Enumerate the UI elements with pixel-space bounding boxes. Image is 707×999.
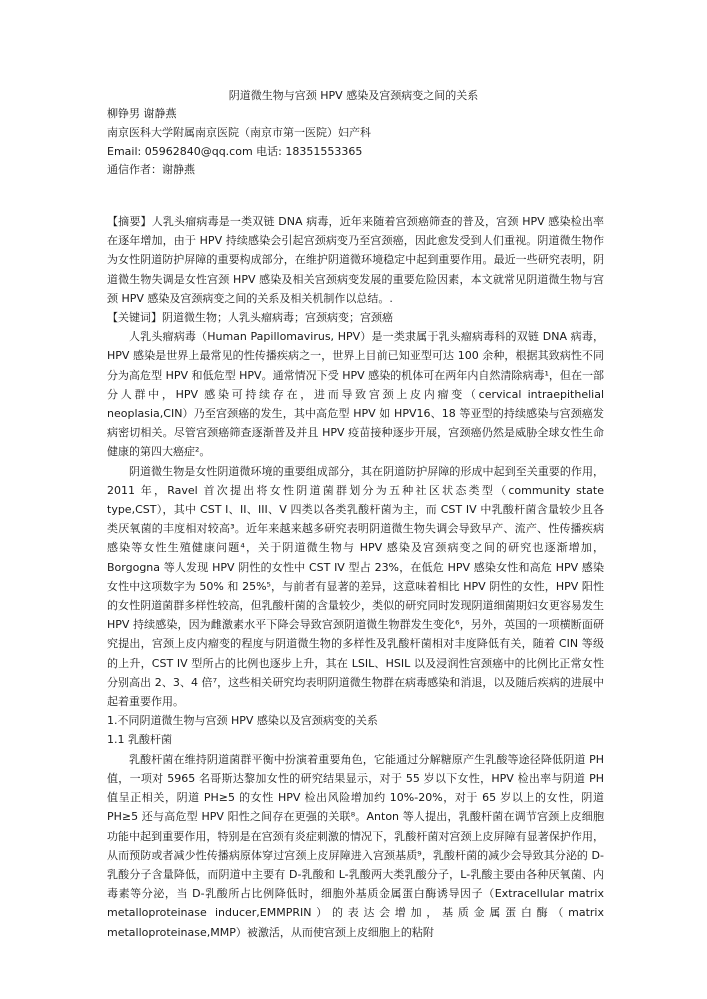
article-body bbox=[107, 212, 604, 942]
affiliation: 南京医科大学附属南京医院（南京市第一医院）妇产科 bbox=[107, 126, 371, 139]
paragraph-lactobacillus: 乳酸杆菌在维持阴道菌群平衡中扮演着重要角色，它能通过分解糖原产生乳酸等途径降低阴道 PH 值，一项对 5965 名哥斯达黎加女性的研究结果显示，对于 55 岁以下女性，HPV 检出率与阴道 PH 值呈正相关，阴道 PH≥5 的女性 HPV 检出风险增加约 10%-20%，对于 65 岁以上的女性，阴道 PH≥5 还与高危型 HPV 阳性之间存在更强的关联⁸。Anton 等人提出，乳酸杆菌在调节宫颈上皮细胞功能中起到重要作用，特别是在宫颈有炎症刺激的情况下，乳酸杆菌对宫颈上皮屏障有显著保护作用，从而预防或者减少性传播病原体穿过宫颈上皮屏障进入宫颈基质⁹，乳酸杆菌的减少会导致其分泌的 D-乳酸分子含量降低，而阴道中主要有 D-乳酸和 L-乳酸两大类乳酸分子，L-乳酸主要由各种厌氧菌、内毒素等分泌，当 D-乳酸所占比例降低时，细胞外基质金属蛋白酶诱导因子（Extracellular matrix metalloproteinase inducer,EMMPRIN）的表达会增加，基质金属蛋白酶（matrix metalloproteinase,MMP）被激活，从而使宫颈上皮细胞上的粘附 bbox=[107, 752, 604, 939]
contact-info: Email: 05962840@qq.com 电话: 18351553365 bbox=[107, 145, 363, 158]
abstract-text: 人乳头瘤病毒是一类双链 DNA 病毒，近年来随着宫颈癌筛查的普及，宫颈 HPV 感染检出率在逐年增加，由于 HPV 持续感染会引起宫颈病变乃至宫颈癌，因此愈发受到人们重视。阴道微生物作为女性阴道防护屏障的重要构成部分，在维护阴道微环境稳定中起到重要作用。最近一些研究表明，阴道微生物失调是女性宫颈 HPV 感染及相关宫颈病变发展的重要危险因素，本文就常见阴道微生物与宫颈 HPV 感染及宫颈病变之间的关系及相关机制作以总结。. bbox=[107, 215, 604, 305]
keywords bbox=[107, 308, 604, 327]
section-heading-1: 1.不同阴道微生物与宫颈 HPV 感染以及宫颈病变的关系 bbox=[107, 714, 378, 728]
keywords-label: 【关键词】 bbox=[107, 311, 162, 325]
keywords-text: 阴道微生物；人乳头瘤病毒；宫颈病变；宫颈癌 bbox=[162, 311, 393, 325]
author-list: 柳铮男 谢静燕 bbox=[107, 107, 177, 120]
paragraph-vaginal-microbiota: 阴道微生物是女性阴道微环境的重要组成部分，其在阴道防护屏障的形成中起到至关重要的作用，2011 年，Ravel 首次提出将女性阴道菌群划分为五种社区状态类型（community state type,CST），其中 CST I、II、III、V 四类以各类乳酸杆菌为主，而 CST IV 中乳酸杆菌含量较少且各类厌氧菌的丰度相对较高³。近年来越来越多研究表明阴道微生物失调会导致早产、流产、性传播疾病感染等女性生殖健康问题⁴，关于阴道微生物与 HPV 感染及宫颈病变之间的研究也逐渐增加，Borgogna 等人发现 HPV 阴性的女性中 CST IV 型占 23%，在低危 HPV 感染女性和高危 HPV 感染女性中这项数字为 50% 和 25%⁵，与前者有显著的差异，这意味着相比 HPV 阴性的女性，HPV 阳性的女性阴道菌群多样性较高，但乳酸杆菌的含量较少，类似的研究同时发现阴道细菌期妇女更容易发生 HPV 持续感染，因为雌激素水平下降会导致宫颈阴道微生物群发生变化⁶，另外，英国的一项横断面研究提出，宫颈上皮内瘤变的程度与阴道微生物的多样性及乳酸杆菌相对丰度降低有关，随着 CIN 等级的上升，CST IV 型所占的比例也逐步上升，其在 LSIL、HSIL 以及浸润性宫颈癌中的比例比正常女性分别高出 2、3、4 倍⁷，这些相关研究均表明阴道微生物群在病毒感染和消退，以及随后疾病的进展中起着重要作用。 bbox=[107, 464, 604, 709]
paragraph-intro-hpv: 人乳头瘤病毒（Human Papillomavirus, HPV）是一类隶属于乳头瘤病毒科的双链 DNA 病毒，HPV 感染是世界上最常见的性传播疾病之一，世界上目前已知亚型可达 100 余种，根据其致病性不同分为高危型 HPV 和低危型 HPV。通常情况下受 HPV 感染的机体可在两年内自然清除病毒¹，但在一部分人群中，HPV 感染可持续存在，进而导致宫颈上皮内瘤变（cervical intraepithelial neoplasia,CIN）乃至宫颈癌的发生，其中高危型 HPV 如 HPV16、18 等亚型的持续感染与宫颈癌发病密切相关。尽管宫颈癌筛查逐渐普及并且 HPV 疫苗接种逐步开展，宫颈癌仍然是威胁全球女性生命健康的第四大癌症²。 bbox=[107, 330, 604, 459]
abstract bbox=[107, 212, 604, 308]
corresponding-author: 通信作者：谢静燕 bbox=[107, 163, 195, 176]
paper-title: 阴道微生物与宫颈 HPV 感染及宫颈病变之间的关系 bbox=[228, 89, 479, 102]
abstract-label: 【摘要】 bbox=[107, 215, 152, 228]
section-heading-1-1: 1.1 乳酸杆菌 bbox=[107, 733, 172, 747]
